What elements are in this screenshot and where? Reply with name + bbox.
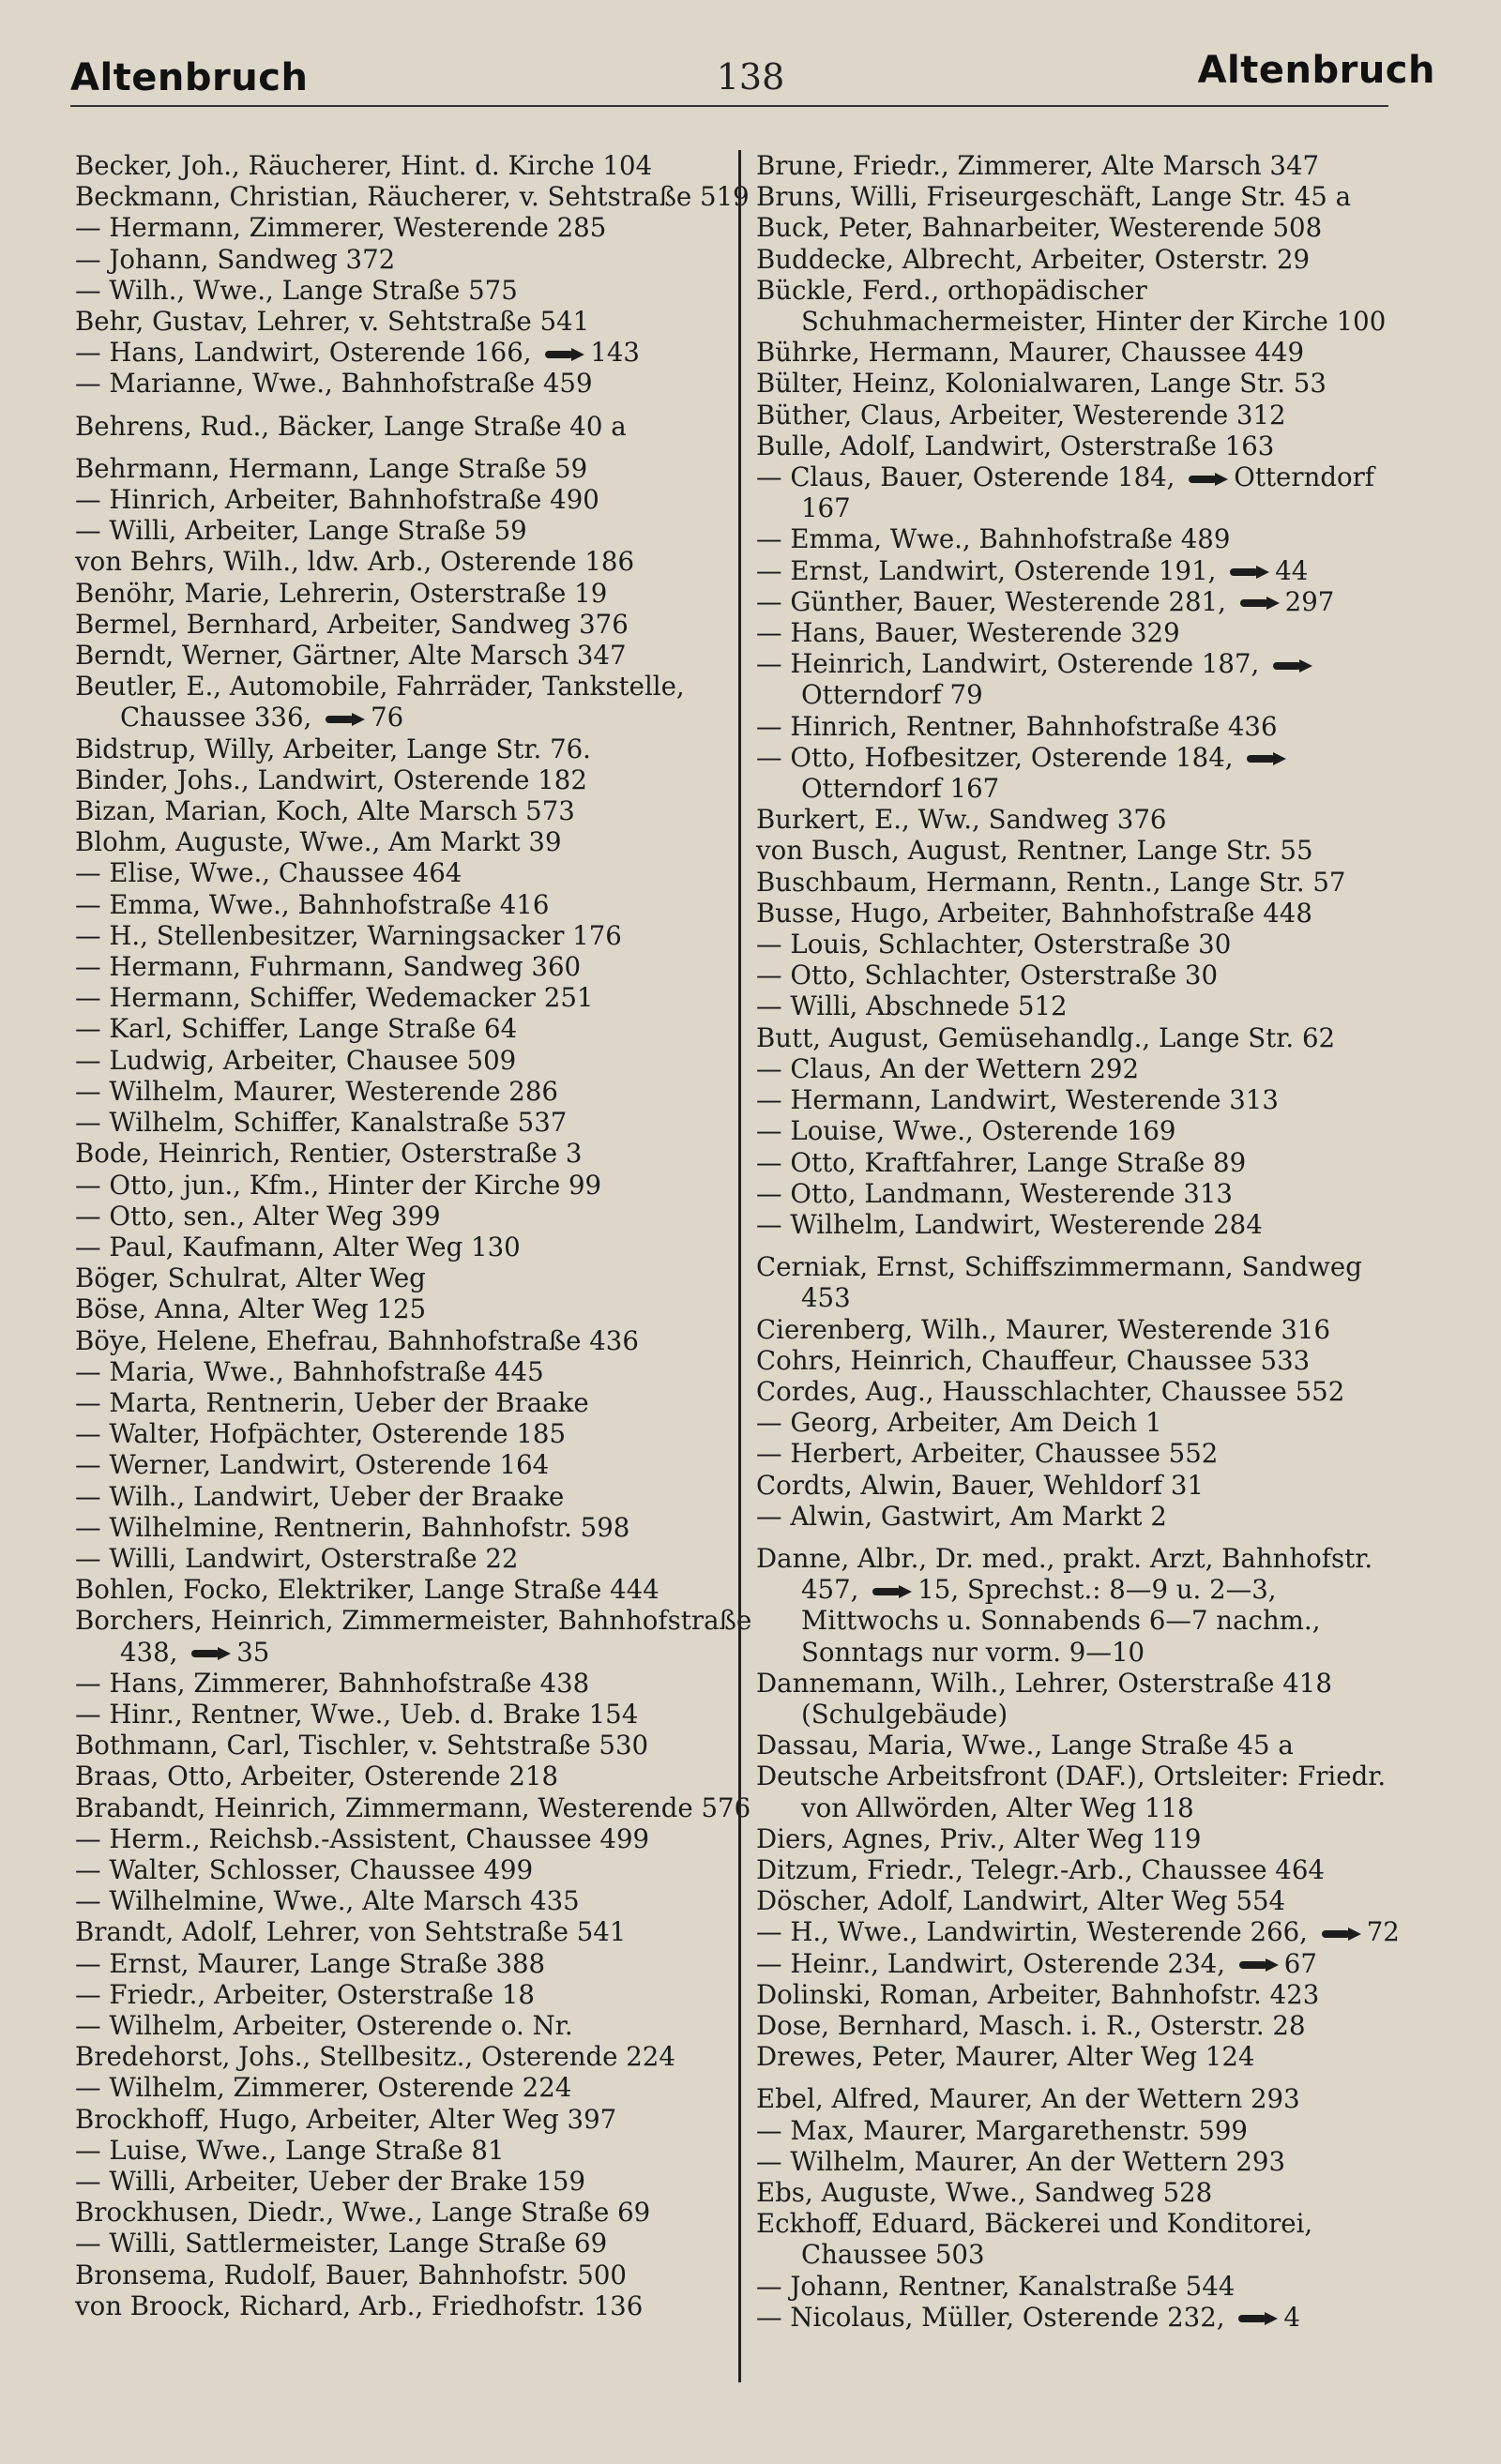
entry-text: Dolinski, Roman, Arbeiter, Bahnhofstr. 423 [756,1978,1320,2010]
directory-entry [75,1574,760,1605]
entry-text: — Herbert, Arbeiter, Chaussee 552 [756,1438,1219,1470]
entry-text: Dannemann, Wilh., Lehrer, Osterstraße 418 (Schulgebäude) [756,1667,1332,1730]
entry-text: Brune, Friedr., Zimmerer, Alte Marsch 347 [756,150,1320,181]
directory-entry [75,1761,760,1791]
directory-entry [756,1823,1413,1854]
entry-text: — Wilhelm, Zimmerer, Osterende 224 [75,2072,572,2104]
directory-entry [756,1948,1413,1979]
entry-text: — Johann, Rentner, Kanalstraße 544 [756,2270,1236,2302]
entry-text: — Heinrich, Landwirt, Osterende 187, [756,648,1260,680]
directory-entry [756,2083,1413,2114]
entry-text: Büther, Claus, Arbeiter, Westerende 312 [756,399,1286,431]
entry-text: Bidstrup, Willy, Arbeiter, Lange Str. 76. [75,733,591,764]
entry-text: — Herm., Reichsb.-Assistent, Chaussee 499 [75,1822,650,1854]
header-rule [70,105,1388,107]
entry-text: — Hermann, Schiffer, Wedemacker 251 [75,982,594,1014]
directory-entry [756,1345,1413,1376]
directory-entry [756,1916,1413,1947]
directory-entry [75,795,760,826]
entry-text: Bülter, Heinz, Kolonialwaren, Lange Str. 53 [756,368,1327,400]
directory-entry [756,1543,1413,1668]
directory-entry [75,1699,760,1730]
telephone-number: 297 [1284,585,1335,617]
telephone-number: 35 [236,1636,270,1668]
entry-text: Bizan, Marian, Koch, Alte Marsch 573 [75,795,575,827]
telephone-pointer-icon [1228,566,1271,579]
entry-text: — Otto, Landmann, Westerende 313 [756,1177,1233,1209]
entry-text: Cierenberg, Wilh., Maurer, Westerende 316 [756,1313,1331,1345]
entry-text: — Max, Maurer, Margarethenstr. 599 [756,2114,1248,2146]
directory-entry [756,1209,1413,1240]
directory-entry [756,2041,1413,2072]
entry-text: Döscher, Adolf, Landwirt, Alter Weg 554 [756,1885,1286,1917]
entry-text: — Willi, Arbeiter, Lange Straße 59 [75,515,527,547]
entry-text: Bohlen, Focko, Elektriker, Lange Straße 444 [75,1574,660,1606]
entry-text: Bückle, Ferd., orthopädischer Schuhmachermeister, Hinter der Kirche 100 [756,274,1387,338]
directory-entry [756,835,1413,866]
directory-entry [756,244,1413,275]
entry-text: — Hinr., Rentner, Wwe., Ueb. d. Brake 154 [75,1698,639,1730]
entry-text: — Marta, Rentnerin, Ueber der Braake [75,1386,589,1418]
directory-entry [756,617,1413,648]
entry-text: — Paul, Kaufmann, Alter Weg 130 [75,1231,521,1262]
entry-text: Bredehorst, Johs., Stellbesitz., Osterende 224 [75,2041,675,2073]
directory-entry [756,1470,1413,1501]
left-column [75,150,760,2321]
directory-entry [75,1356,760,1387]
directory-entry [75,1605,760,1667]
directory-entry [75,1979,760,2010]
entry-text: — Werner, Landwirt, Osterende 164 [75,1449,550,1481]
entry-text: — Heinr., Landwirt, Osterende 234, [756,1947,1226,1979]
directory-entry [75,1512,760,1543]
entry-text: — Elise, Wwe., Chaussee 464 [75,857,462,889]
entry-text: — Otto, Hofbesitzer, Osterende 184, [756,741,1234,773]
directory-entry [75,2041,760,2072]
entry-text: Cohrs, Heinrich, Chauffeur, Chaussee 533 [756,1344,1311,1376]
telephone-number: 67 [1283,1947,1317,1979]
directory-entry [756,1501,1413,1532]
telephone-pointer-icon [1236,2312,1280,2325]
telephone-number: Otterndorf 167 [801,773,1000,805]
directory-entry [75,1138,760,1169]
directory-entry [756,1251,1413,1313]
entry-text: — Hans, Landwirt, Osterende 166, [75,337,532,369]
entry-text: Böye, Helene, Ehefrau, Bahnhofstraße 436 [75,1324,639,1356]
directory-entry [75,1170,760,1201]
entry-text: Drewes, Peter, Maurer, Alter Weg 124 [756,2041,1255,2073]
entry-text: Berndt, Werner, Gärtner, Alte Marsch 347 [75,640,627,672]
directory-entry [75,181,760,212]
entry-text: — Claus, Bauer, Osterende 184, [756,461,1175,493]
entry-text: Cordts, Alwin, Bauer, Wehldorf 31 [756,1469,1205,1501]
directory-entry [75,1730,760,1761]
directory-entry [75,1232,760,1262]
directory-entry [756,1022,1413,1053]
directory-entry [75,1107,760,1138]
entry-text: von Behrs, Wilh., ldw. Arb., Osterende 186 [75,546,635,578]
entry-text: — H., Stellenbesitzer, Warningsacker 176 [75,919,622,951]
right-column [756,150,1413,2333]
directory-entry [75,337,760,368]
entry-text: Buck, Peter, Bahnarbeiter, Westerende 508 [756,212,1323,244]
entry-text: — Marianne, Wwe., Bahnhofstraße 459 [75,368,593,400]
directory-entry [756,2146,1413,2177]
directory-entry [756,929,1413,960]
entry-text: — Willi, Landwirt, Osterstraße 22 [75,1542,519,1574]
directory-entry [75,484,760,515]
directory-entry [75,2104,760,2135]
directory-entry [75,1543,760,1574]
header-right-title: Altenbruch [1197,49,1435,92]
directory-entry [75,733,760,764]
directory-entry [756,1407,1413,1438]
directory-entry [75,1823,760,1854]
entry-text: — Wilhelm, Maurer, An der Wettern 293 [756,2145,1285,2177]
directory-entry [75,1013,760,1044]
entry-text: Becker, Joh., Räucherer, Hint. d. Kirche 104 [75,150,653,181]
telephone-pointer-icon [1271,659,1314,673]
entry-text: — Wilhelm, Maurer, Westerende 286 [75,1075,558,1107]
directory-entry [756,1438,1413,1469]
entry-text: Cerniak, Ernst, Schiffszimmermann, Sandweg 453 [756,1251,1362,1314]
directory-entry [756,742,1413,804]
entry-text: Dassau, Maria, Wwe., Lange Straße 45 a [756,1730,1294,1761]
telephone-number: 44 [1275,554,1309,586]
directory-entry [75,889,760,920]
entry-text: — Ernst, Landwirt, Osterende 191, [756,554,1217,586]
directory-entry [756,150,1413,181]
telephone-number: 4 [1283,2301,1300,2333]
directory-entry [75,2010,760,2041]
directory-entry [75,212,760,243]
entry-text: — Louis, Schlachter, Osterstraße 30 [756,929,1232,960]
directory-entry [75,244,760,275]
telephone-number: 143 [590,337,640,369]
telephone-pointer-icon [1237,1958,1281,1972]
entry-text: Bode, Heinrich, Rentier, Osterstraße 3 [75,1138,583,1170]
entry-text: Böse, Anna, Alter Weg 125 [75,1293,427,1325]
entry-text: — Otto, Schlachter, Osterstraße 30 [756,960,1218,991]
directory-entry [75,1481,760,1512]
directory-entry [756,1730,1413,1761]
entry-text: — Ernst, Maurer, Lange Straße 388 [75,1947,546,1979]
entry-text: Bermel, Bernhard, Arbeiter, Sandweg 376 [75,608,629,640]
directory-entry [756,400,1413,431]
directory-entry [75,453,760,484]
entry-text: Bulle, Adolf, Landwirt, Osterstraße 163 [756,430,1275,461]
directory-entry [75,2228,760,2259]
entry-text: — Otto, sen., Alter Weg 399 [75,1200,441,1232]
directory-entry [75,1885,760,1916]
directory-entry [75,306,760,337]
entry-text: — Friedr., Arbeiter, Osterstraße 18 [75,1978,535,2010]
entry-text: — Walter, Hofpächter, Osterende 185 [75,1418,566,1450]
directory-entry [75,578,760,609]
entry-text: — Emma, Wwe., Bahnhofstraße 416 [75,888,550,920]
entry-text: Butt, August, Gemüsehandlg., Lange Str. 62 [756,1021,1336,1053]
directory-entry [756,586,1413,617]
directory-entry [756,1147,1413,1178]
entry-text: Beckmann, Christian, Räucherer, v. Sehtstraße 519 [75,181,750,213]
page-number: 138 [716,56,785,98]
directory-entry [75,609,760,640]
entry-text: Brockhusen, Diedr., Wwe., Lange Straße 69 [75,2197,651,2229]
entry-text: — Hinrich, Arbeiter, Bahnhofstraße 490 [75,484,599,516]
telephone-pointer-icon [543,348,586,361]
directory-entry [75,1792,760,1823]
directory-entry [75,2072,760,2103]
entry-text: Eckhoff, Eduard, Bäckerei und Konditorei, Chaussee 503 [756,2208,1313,2271]
directory-entry [756,1854,1413,1885]
entry-text: Böger, Schulrat, Alter Weg [75,1262,426,1294]
directory-entry [75,1325,760,1356]
entry-text: Binder, Johs., Landwirt, Osterende 182 [75,763,587,795]
telephone-number: 15, Sprechst.: 8—9 u. 2—3, Mittwochs u. Sonnabends 6—7 nachm., Sonntags nur vorm. 9—10 [801,1574,1321,1668]
entry-text: — Otto, jun., Kfm., Hinter der Kirche 99 [75,1169,602,1201]
entry-text: — Maria, Wwe., Bahnhofstraße 445 [75,1355,544,1387]
directory-entry [75,2260,760,2290]
directory-entry [756,337,1413,368]
directory-entry [75,1418,760,1449]
entry-text: Behrmann, Hermann, Lange Straße 59 [75,452,588,484]
directory-entry [756,1885,1413,1916]
telephone-number: Otterndorf 167 [801,461,1375,524]
directory-entry [75,1076,760,1107]
directory-entry [75,640,760,671]
directory-entry [756,1314,1413,1345]
directory-entry [756,990,1413,1021]
directory-entry [75,826,760,857]
telephone-pointer-icon [1320,1927,1363,1941]
directory-entry [756,2115,1413,2146]
directory-entry [75,2166,760,2197]
entry-text: von Broock, Richard, Arb., Friedhofstr. 136 [75,2290,644,2321]
directory-entry [75,411,760,442]
directory-entry [75,671,760,733]
entry-text: Ditzum, Friedr., Telegr.-Arb., Chaussee 464 [756,1853,1325,1885]
directory-entry [756,1668,1413,1730]
telephone-pointer-icon [1187,473,1230,486]
entry-text: Burkert, E., Ww., Sandweg 376 [756,804,1167,836]
entry-text: — Hinrich, Rentner, Bahnhofstraße 436 [756,710,1278,742]
entry-text: — Louise, Wwe., Osterende 169 [756,1115,1176,1147]
entry-text: Bruns, Willi, Friseurgeschäft, Lange Str. 45 a [756,181,1352,213]
entry-text: — Claus, An der Wettern 292 [756,1052,1140,1084]
entry-text: Borchers, Heinrich, Zimmermeister, Bahnhofstraße 438, [75,1605,752,1668]
telephone-pointer-icon [1238,597,1281,610]
directory-entry [75,1201,760,1232]
entry-text: Behr, Gustav, Lehrer, v. Sehtstraße 541 [75,306,590,338]
directory-entry [75,764,760,795]
entry-text: — Wilh., Landwirt, Ueber der Braake [75,1480,565,1512]
entry-text: Bothmann, Carl, Tischler, v. Sehtstraße 530 [75,1730,649,1761]
entry-text: — Wilhelmine, Rentnerin, Bahnhofstr. 598 [75,1511,630,1543]
entry-text: — Alwin, Gastwirt, Am Markt 2 [756,1500,1167,1532]
entry-text: — Walter, Schlosser, Chaussee 499 [75,1853,534,1885]
directory-entry [75,150,760,181]
entry-text: — Günther, Bauer, Westerende 281, [756,585,1226,617]
directory-entry [756,368,1413,399]
telephone-pointer-icon [871,1585,914,1598]
entry-text: — Wilhelm, Arbeiter, Osterende o. Nr. [75,2009,573,2041]
directory-entry [75,275,760,306]
directory-entry [756,898,1413,929]
directory-entry [75,368,760,399]
directory-entry [75,857,760,888]
entry-text: — Wilhelmine, Wwe., Alte Marsch 435 [75,1885,580,1917]
entry-text: Brabandt, Heinrich, Zimmermann, Westerende 576 [75,1791,751,1823]
entry-text: — Wilhelm, Schiffer, Kanalstraße 537 [75,1107,568,1139]
entry-text: — Hermann, Fuhrmann, Sandweg 360 [75,951,582,983]
directory-entry [756,2271,1413,2302]
entry-text: — H., Wwe., Landwirtin, Westerende 266, [756,1916,1308,1948]
entry-text: — Karl, Schiffer, Lange Straße 64 [75,1013,518,1045]
entry-text: — Otto, Kraftfahrer, Lange Straße 89 [756,1146,1247,1178]
directory-entry [75,982,760,1013]
telephone-number: Otterndorf 79 [801,679,983,711]
directory-entry [75,1449,760,1480]
entry-text: Buschbaum, Hermann, Rentn., Lange Str. 57 [756,866,1346,898]
directory-entry [756,555,1413,586]
entry-text: Beutler, E., Automobile, Fahrräder, Tankstelle, Chaussee 336, [75,671,685,733]
entry-text: Braas, Otto, Arbeiter, Osterende 218 [75,1761,559,1792]
directory-entry [756,2208,1413,2270]
directory-entry [75,1293,760,1324]
directory-entry [756,1084,1413,1115]
directory-entry [756,1115,1413,1146]
directory-entry [756,523,1413,554]
directory-entry [75,515,760,546]
directory-entry [75,1045,760,1076]
directory-entry [756,1761,1413,1822]
entry-text: Buddecke, Albrecht, Arbeiter, Osterstr. 29 [756,243,1311,275]
entry-text: Cordes, Aug., Hausschlachter, Chaussee 552 [756,1375,1345,1407]
entry-text: — Hermann, Landwirt, Westerende 313 [756,1084,1279,1116]
directory-entry [756,711,1413,742]
directory-entry [756,181,1413,212]
directory-entry [756,960,1413,990]
directory-entry [75,920,760,951]
directory-entry [75,1262,760,1293]
entry-text: — Wilh., Wwe., Lange Straße 575 [75,274,518,306]
directory-entry [756,1979,1413,2010]
entry-text: Blohm, Auguste, Wwe., Am Markt 39 [75,826,562,858]
entry-text: Diers, Agnes, Priv., Alter Weg 119 [756,1822,1202,1854]
directory-entry [75,2197,760,2228]
entry-text: Dose, Bernhard, Masch. i. R., Osterstr. 28 [756,2009,1306,2041]
directory-entry [756,867,1413,898]
column-divider [738,150,741,2382]
directory-entry [75,1387,760,1418]
telephone-number: 76 [371,702,404,733]
directory-entry [75,1854,760,1885]
directory-entry [756,2302,1413,2333]
entry-text: Brandt, Adolf, Lehrer, von Sehtstraße 541 [75,1916,627,1948]
entry-text: — Johann, Sandweg 372 [75,243,396,275]
telephone-number: 72 [1366,1916,1400,1948]
directory-entry [756,275,1413,337]
entry-text: — Hans, Zimmerer, Bahnhofstraße 438 [75,1667,590,1699]
telephone-pointer-icon [324,713,367,726]
entry-text: — Nicolaus, Müller, Osterende 232, [756,2301,1225,2333]
entry-text: — Hans, Bauer, Westerende 329 [756,617,1180,649]
directory-entry [756,2010,1413,2041]
directory-entry [756,1376,1413,1407]
directory-entry [75,546,760,577]
directory-entry [75,2135,760,2166]
entry-text: Busse, Hugo, Arbeiter, Bahnhofstraße 448 [756,897,1312,929]
entry-text: Ebs, Auguste, Wwe., Sandweg 528 [756,2177,1213,2208]
directory-entry [75,951,760,982]
entry-text: Danne, Albr., Dr. med., prakt. Arzt, Bahnhofstr. 457, [756,1542,1373,1606]
directory-entry [75,1948,760,1979]
entry-text: Deutsche Arbeitsfront (DAF.), Ortsleiter: Friedr. von Allwörden, Alter Weg 118 [756,1761,1387,1823]
entry-text: — Ludwig, Arbeiter, Chausee 509 [75,1044,517,1076]
entry-text: — Hermann, Zimmerer, Westerende 285 [75,212,607,244]
directory-entry [75,2290,760,2321]
entry-text: Ebel, Alfred, Maurer, An der Wettern 293 [756,2083,1300,2115]
directory-entry [756,461,1413,523]
directory-entry [756,1178,1413,1209]
entry-text: Brockhoff, Hugo, Arbeiter, Alter Weg 397 [75,2103,617,2135]
entry-text: — Emma, Wwe., Bahnhofstraße 489 [756,523,1231,555]
entry-text: — Willi, Abschnede 512 [756,990,1068,1022]
directory-entry [756,212,1413,243]
directory-entry [75,1916,760,1947]
entry-text: — Georg, Arbeiter, Am Deich 1 [756,1407,1162,1439]
directory-entry [756,1053,1413,1084]
entry-text: Bronsema, Rudolf, Bauer, Bahnhofstr. 500 [75,2259,627,2290]
entry-text: — Luise, Wwe., Lange Straße 81 [75,2134,505,2166]
directory-entry [756,2177,1413,2208]
directory-entry [75,1668,760,1699]
entry-text: — Willi, Arbeiter, Ueber der Brake 159 [75,2166,586,2197]
directory-entry [756,648,1413,710]
entry-text: von Busch, August, Rentner, Lange Str. 55 [756,835,1313,867]
entry-text: Bührke, Hermann, Maurer, Chaussee 449 [756,337,1305,369]
entry-text: — Willi, Sattlermeister, Lange Straße 69 [75,2228,608,2260]
entry-text: Behrens, Rud., Bäcker, Lange Straße 40 a [75,410,627,442]
directory-entry [756,804,1413,835]
directory-entry [756,431,1413,461]
telephone-pointer-icon [190,1647,233,1660]
header-left-title: Altenbruch [70,56,309,99]
telephone-pointer-icon [1245,752,1288,765]
entry-text: — Wilhelm, Landwirt, Westerende 284 [756,1208,1263,1240]
entry-text: Benöhr, Marie, Lehrerin, Osterstraße 19 [75,577,608,609]
